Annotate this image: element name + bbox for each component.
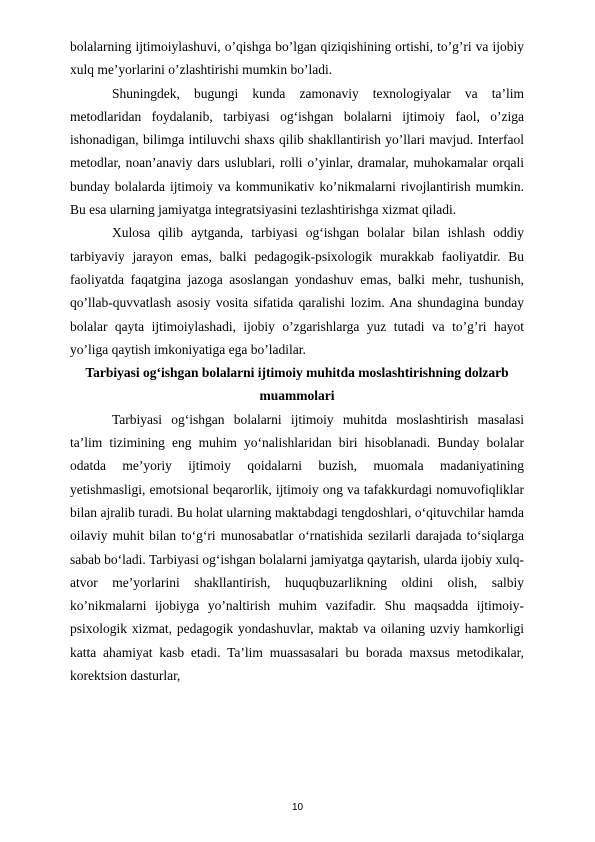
paragraph-modern-technologies: Shuningdek, bugungi kunda zamonaviy texnologiyalar va ta’lim metodlaridan foydalanib, tarbiyasi og‘ishgan bolalarni ijtimoiy faol, o’ziga ishonadigan, bilimga intiluvchi shaxs qilib shakllantirish yo’llari mavjud. Interfaol metodlar, noan’anaviy dars uslublari, rolli o’yinlar, dramalar, muhokamalar orqali bunday bolalarda ijtimoiy va kommunikativ ko’nikmalarni rivojlantirish mumkin. Bu esa ularning jamiyatga integratsiyasini tezlashtirishga xizmat qiladi. (70, 85, 524, 218)
section-heading: Tarbiyasi og‘ishgan bolalarni ijtimoiy muhitda moslashtirishning dolzarb muammolari (85, 365, 509, 404)
page-number: 10 (291, 802, 304, 813)
paragraph-continuation: bolalarning ijtimoiylashuvi, o’qishga bo’lgan qiziqishining ortishi, to’g’ri va ijobiy xulq me’yorlarini o’zlashtirishi mumkin bo’ladi. (70, 39, 524, 78)
paragraph-conclusion: Xulosa qilib aytganda, tarbiyasi og‘ishgan bolalar bilan ishlash oddiy tarbiyaviy jarayon emas, balki pedagogik-psixologik murakkab faoliyatdir. Bu faoliyatda faqatgina jazoga asoslangan yondashuv emas, balki mehr, tushunish, qo’llab-quvvatlash asosiy vosita sifatida qaralishi lozim. Ana shundagina bunday bolalar qayta ijtimoiylashadi, ijobiy o’zgarishlarga yuz tutadi va to’g’ri hayot yo’liga qaytish imkoniyatiga ega bo’ladilar. (70, 225, 524, 357)
paragraph-section-body: Tarbiyasi og‘ishgan bolalarni ijtimoiy muhitda moslashtirish masalasi ta’lim tizimining eng muhim yo‘nalishlaridan biri hisoblanadi. Bunday bolalar odatda me’yoriy ijtimoiy qoidalarni buzish, muomala madaniyatining yetishmasligi, emotsional beqarorlik, ijtimoiy ong va tafakkurdagi nomuvofiqliklar bilan ajralib turadi. Bu holat ularning maktabdagi tengdoshlari, o‘qituvchilar hamda oilaviy muhit bilan to‘g‘ri munosabatlar o‘rnatishida sezilarli darajada to‘siqlarga sabab bo‘ladi. Tarbiyasi og‘ishgan bolalarni jamiyatga qaytarish, ularda ijobiy xulq-atvor me’yorlarini shakllantirish, huquqbuzarlikning oldini olish, salbiy ko’nikmalarni ijobiyga yo’naltirish muhim vazifadir. Shu maqsadda ijtimoiy-psixologik xizmat, pedagogik yondashuvlar, maktab va oilaning uzviy hamkorligi katta ahamiyat kasb etadi. Ta’lim muassasalari bu borada maxsus metodikalar, korektsion dasturlar, (70, 411, 524, 684)
page-body (70, 35, 524, 687)
